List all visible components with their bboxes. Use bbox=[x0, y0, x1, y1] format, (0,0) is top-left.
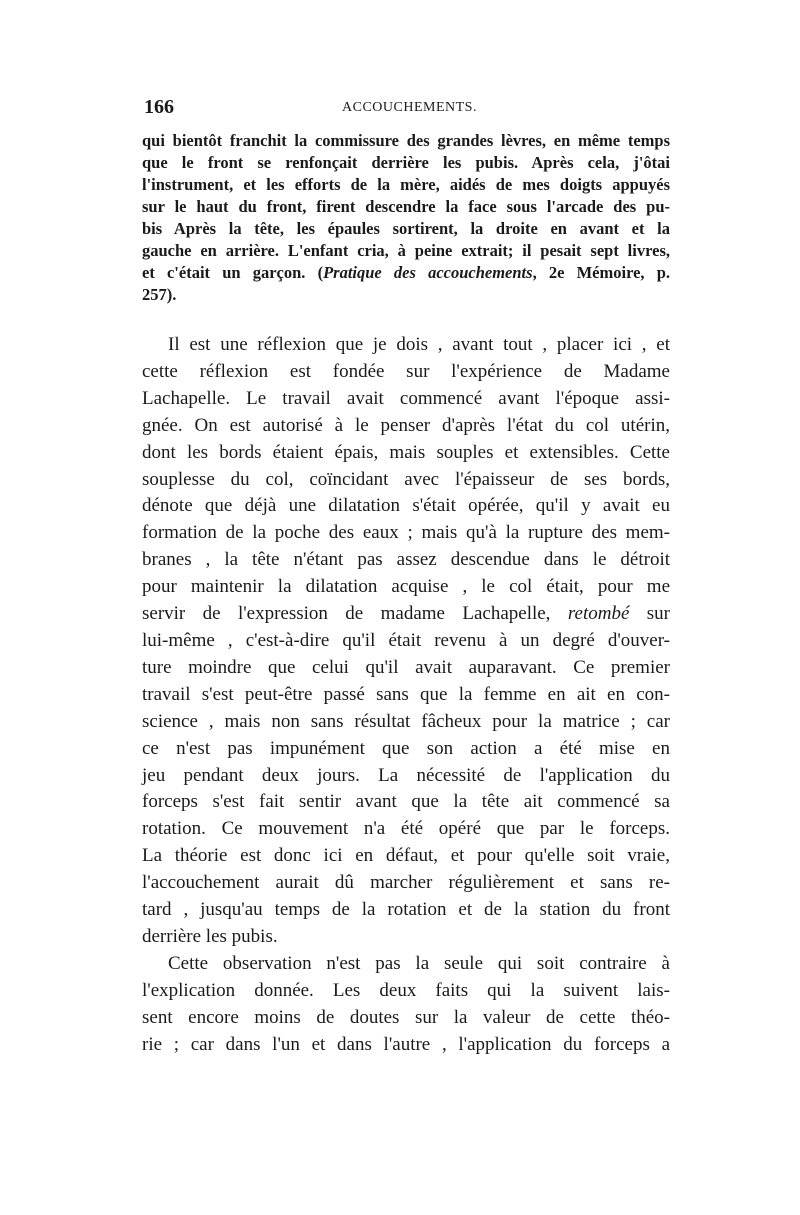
page-number: 166 bbox=[144, 96, 174, 118]
paragraph-line: derrière les pubis. bbox=[142, 925, 278, 947]
paragraph-line: tard , jusqu'au temps de la rotation et de la station du front bbox=[142, 899, 670, 921]
note-line: que le front se renfonçait derrière les pubis. Après cela, j'ôtai bbox=[142, 153, 670, 172]
paragraph-line: lui-même , c'est-à-dire qu'il était revenu à un degré d'ouver- bbox=[142, 629, 670, 651]
note-line: qui bientôt franchit la commissure des grandes lèvres, en même temps bbox=[142, 131, 670, 150]
paragraph-line: science , mais non sans résultat fâcheux pour la matrice ; car bbox=[142, 710, 670, 732]
note-line-citation bbox=[142, 262, 670, 284]
paragraph-line: rie ; car dans l'un et dans l'autre , l'application du forceps a bbox=[142, 1033, 670, 1055]
paragraph-reflection bbox=[142, 332, 670, 951]
citation-rest: , 2e Mémoire, p. bbox=[532, 263, 671, 282]
running-title: ACCOUCHEMENTS. bbox=[342, 100, 477, 115]
paragraph-line: pour maintenir la dilatation acquise , le col était, pour me bbox=[142, 576, 670, 598]
paragraph-line: souplesse du col, coïncidant avec l'épaisseur de ses bords, bbox=[142, 468, 670, 490]
book-page bbox=[142, 96, 670, 1058]
paragraph-line: Cette observation n'est pas la seule qui soit contraire à bbox=[168, 952, 670, 974]
note-citation-open: et c'était un garçon. ( bbox=[142, 263, 324, 282]
paragraph-line-italic bbox=[142, 601, 670, 628]
paragraph-line: l'explication donnée. Les deux faits qui la suivent lais- bbox=[142, 979, 670, 1001]
paragraph-observation bbox=[142, 951, 670, 1059]
note-line: gauche en arrière. L'enfant cria, à peine extrait; il pesait sept livres, bbox=[142, 241, 670, 260]
paragraph-line: ce n'est pas impunément que son action a été mise en bbox=[142, 737, 670, 759]
paragraph-line: travail s'est peut-être passé sans que la femme en ait en con- bbox=[142, 683, 670, 705]
note-line: 257). bbox=[142, 285, 177, 304]
note-line: bis Après la tête, les épaules sortirent, la droite en avant et la bbox=[142, 219, 670, 238]
paragraph-line: Il est une réflexion que je dois , avant tout , placer ici , et bbox=[168, 334, 670, 355]
line-text: servir de l'expression de madame Lachapelle, bbox=[142, 603, 568, 625]
note-line: l'instrument, et les efforts de la mère, aidés de mes doigts appuyés bbox=[142, 175, 670, 194]
paragraph-line: forceps s'est fait sentir avant que la tête ait commencé sa bbox=[142, 791, 670, 813]
paragraph-line: ture moindre que celui qu'il avait auparavant. Ce premier bbox=[142, 656, 670, 678]
paragraph-line: cette réflexion est fondée sur l'expérience de Madame bbox=[142, 360, 670, 382]
paragraph-line: gnée. On est autorisé à le penser d'après l'état du col utérin, bbox=[142, 414, 670, 436]
paragraph-line: branes , la tête n'étant pas assez descendue dans le détroit bbox=[142, 549, 670, 571]
paragraph-line: l'accouchement aurait dû marcher régulièrement et sans re- bbox=[142, 872, 670, 894]
paragraph-line: jeu pendant deux jours. La nécessité de l'application du bbox=[142, 764, 670, 786]
italic-term: retombé bbox=[567, 603, 630, 625]
paragraph-line: formation de la poche des eaux ; mais qu'à la rupture des mem- bbox=[142, 522, 670, 544]
paragraph-line: La théorie est donc ici en défaut, et pour qu'elle soit vraie, bbox=[142, 845, 670, 867]
paragraph-line: Lachapelle. Le travail avait commencé avant l'époque assi- bbox=[142, 387, 670, 409]
paragraph-line: rotation. Ce mouvement n'a été opéré que par le forceps. bbox=[142, 818, 670, 840]
citation-title: Pratique des accouchements bbox=[323, 263, 533, 282]
note-line: sur le haut du front, firent descendre la face sous l'arcade des pu- bbox=[142, 197, 670, 216]
paragraph-line: dénote que déjà une dilatation s'était opérée, qu'il y avait eu bbox=[142, 495, 670, 517]
paragraph-line: dont les bords étaient épais, mais souples et extensibles. Cette bbox=[142, 441, 670, 463]
line-text: sur bbox=[629, 603, 670, 625]
paragraph-line: sent encore moins de doutes sur la valeur de cette théo- bbox=[142, 1006, 670, 1028]
case-note bbox=[142, 130, 670, 306]
running-head bbox=[142, 96, 670, 130]
